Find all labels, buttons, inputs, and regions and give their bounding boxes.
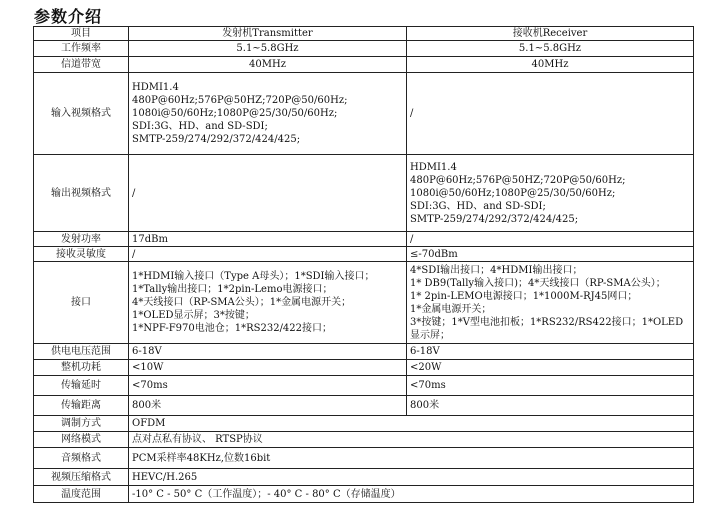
tx-value: 17dBm: [129, 232, 407, 247]
tx-value: [129, 262, 407, 344]
rx-value: 5.1~5.8GHz: [407, 41, 694, 57]
rx-value: [407, 155, 694, 232]
tx-value: [129, 73, 407, 155]
row-label: 接口: [34, 262, 129, 344]
rx-value: 40MHz: [407, 57, 694, 73]
page-title: 参数介绍: [34, 7, 103, 26]
line: 3*按键；1*V型电池扣板；1*RS232/RS422接口；1*OLED显示屏；: [410, 316, 684, 341]
line: 480P@60Hz;576P@50HZ;720P@50/60Hz;: [132, 95, 348, 106]
tx-value: <70ms: [129, 376, 407, 396]
rx-value: ≤-70dBm: [407, 247, 694, 262]
line: SDI:3G、HD、and SD-SDI;: [410, 200, 546, 212]
line: SMTP-259/274/292/372/424/425;: [132, 134, 301, 145]
shared-value: PCM采样率48KHz,位数16bit: [129, 448, 694, 469]
tx-value: 800米: [129, 396, 407, 416]
tx-value: 6-18V: [129, 344, 407, 360]
rx-value: <70ms: [407, 376, 694, 396]
line: 1080i@50/60Hz;1080P@25/30/50/60Hz;: [410, 187, 616, 199]
header-item: 项目: [34, 27, 129, 41]
line: 4*天线接口（RP-SMA公头）；1*金属电源开关；: [132, 297, 352, 308]
row-label: 温度范围: [34, 486, 129, 503]
line: 1*金属电源开关；: [410, 303, 492, 315]
row-label: 输出视频格式: [34, 155, 129, 232]
line: HDMI1.4: [132, 82, 179, 93]
shared-value: -10° C - 50° C（工作温度）；- 40° C - 80° C（存储温度）: [129, 486, 694, 503]
tx-value: 40MHz: [129, 57, 407, 73]
row-label: 工作频率: [34, 41, 129, 57]
row-bandwidth: [34, 57, 694, 73]
row-label: 信道带宽: [34, 57, 129, 73]
rx-value: /: [407, 73, 694, 155]
row-label: 调制方式: [34, 416, 129, 432]
header-row: [34, 27, 694, 41]
line: SMTP-259/274/292/372/424/425;: [410, 213, 579, 225]
row-output-format: [34, 155, 694, 232]
line: 1*NPF-F970电池仓；1*RS232/422接口；: [132, 323, 333, 334]
line: 4*SDI输出接口；4*HDMI输出接口；: [410, 264, 583, 276]
line: SDI:3G、HD、and SD-SDI;: [132, 121, 268, 132]
header-receiver: 接收机Receiver: [407, 27, 694, 41]
row-temperature: [34, 486, 694, 503]
rx-value: [407, 262, 694, 344]
row-label: 输入视频格式: [34, 73, 129, 155]
line: 1* DB9(Tally输入接口)；4*天线接口（RP-SMA公头）；: [410, 277, 666, 289]
shared-value: 点对点私有协议、 RTSP协议: [129, 432, 694, 448]
line: 480P@60Hz;576P@50HZ;720P@50/60Hz;: [410, 174, 626, 186]
row-label: 接收灵敏度: [34, 247, 129, 262]
row-distance: [34, 396, 694, 416]
row-label: 发射功率: [34, 232, 129, 247]
row-input-format: [34, 73, 694, 155]
shared-value: OFDM: [129, 416, 694, 432]
rx-value: 800米: [407, 396, 694, 416]
shared-value: HEVC/H.265: [129, 469, 694, 486]
row-latency: [34, 376, 694, 396]
row-sensitivity: [34, 247, 694, 262]
row-label: 音频格式: [34, 448, 129, 469]
rx-value: 6-18V: [407, 344, 694, 360]
tx-value: <10W: [129, 360, 407, 376]
row-tx-power: [34, 232, 694, 247]
line: 1*OLED显示屏；3*按键；: [132, 310, 255, 321]
header-transmitter: 发射机Transmitter: [129, 27, 407, 41]
spec-table: [33, 26, 694, 503]
row-label: 供电电压范围: [34, 344, 129, 360]
row-consumption: [34, 360, 694, 376]
line: 1*Tally输出接口；1*2pin-Lemo电源接口；: [132, 284, 333, 295]
rx-value: /: [407, 232, 694, 247]
row-network: [34, 432, 694, 448]
line: 1080i@50/60Hz;1080P@25/30/50/60Hz;: [132, 108, 338, 119]
line: 1*HDMI输入接口（Type A母头）；1*SDI输入接口；: [132, 271, 375, 282]
rx-value: <20W: [407, 360, 694, 376]
row-audio: [34, 448, 694, 469]
line: 1* 2pin-LEMO电源接口；1*1000M-RJ45网口；: [410, 290, 638, 302]
row-frequency: [34, 41, 694, 57]
tx-value: 5.1~5.8GHz: [129, 41, 407, 57]
tx-value: /: [129, 247, 407, 262]
row-label: 传输距离: [34, 396, 129, 416]
row-codec: [34, 469, 694, 486]
line: HDMI1.4: [410, 161, 457, 173]
row-label: 网络模式: [34, 432, 129, 448]
row-label: 传输延时: [34, 376, 129, 396]
row-voltage: [34, 344, 694, 360]
tx-value: /: [129, 155, 407, 232]
row-label: 视频压缩格式: [34, 469, 129, 486]
row-modulation: [34, 416, 694, 432]
row-interfaces: [34, 262, 694, 344]
row-label: 整机功耗: [34, 360, 129, 376]
